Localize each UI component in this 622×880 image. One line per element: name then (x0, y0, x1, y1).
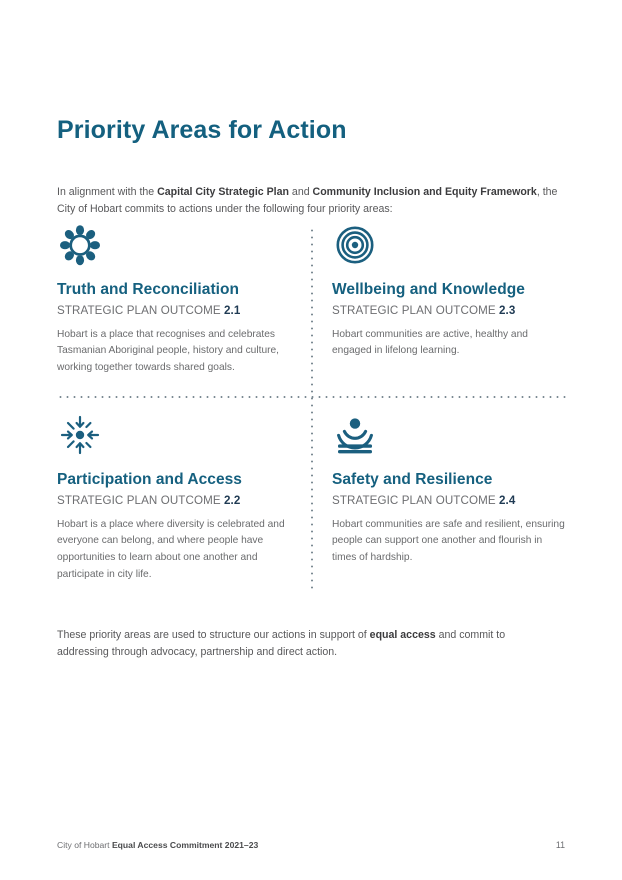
page-title: Priority Areas for Action (57, 115, 347, 144)
footer-organisation: City of Hobart (57, 840, 110, 850)
flower-sun-icon (57, 225, 105, 271)
horizontal-dotted-divider (57, 396, 567, 398)
closing-suffix: and commit to addressing through advocacy, partnership and direct action. (57, 628, 506, 658)
footer-attribution (57, 840, 258, 850)
footer-document-name: Equal Access Commitment 2021–23 (111, 840, 259, 850)
person-shelter-icon (332, 415, 380, 461)
priority-area-outcome (57, 493, 297, 508)
priority-area-outcome (332, 303, 572, 318)
priority-area-title: Participation and Access (57, 471, 242, 488)
priority-areas-grid (57, 225, 567, 595)
priority-area-outcome (57, 303, 297, 318)
page-footer (57, 840, 565, 850)
intro-suffix: , the City of Hobart commits to actions under the following four priority areas: (57, 185, 558, 215)
intro-bold-capital-city-strategic-plan: Capital City Strategic Plan (157, 185, 289, 198)
inward-arrows-icon (57, 415, 105, 461)
closing-prefix: These priority areas are used to structure our actions in support of (57, 628, 370, 641)
priority-area-description: Hobart is a place that recognises and celebrates Tasmanian Aboriginal people, history and culture, working together towards shared goals. (57, 328, 279, 374)
priority-area-outcome (332, 493, 572, 508)
priority-area-card-wellbeing-and-knowledge (332, 225, 572, 360)
outcome-label: STRATEGIC PLAN OUTCOME (57, 493, 221, 507)
intro-bold-community-inclusion-framework: Community Inclusion and Equity Framework (312, 185, 537, 198)
priority-area-card-truth-and-reconciliation (57, 225, 297, 377)
priority-area-description: Hobart communities are safe and resilient, ensuring people can support one another and flourish in times of hardship. (332, 518, 565, 564)
outcome-number: 2.4 (499, 493, 516, 507)
outcome-label: STRATEGIC PLAN OUTCOME (332, 303, 496, 317)
outcome-label: STRATEGIC PLAN OUTCOME (332, 493, 496, 507)
outcome-number: 2.2 (224, 493, 241, 507)
intro-middle: and (288, 185, 313, 198)
concentric-circles-icon (332, 225, 380, 271)
closing-bold-equal-access: equal access (369, 628, 436, 641)
priority-area-title: Safety and Resilience (332, 471, 493, 488)
intro-prefix: In alignment with the (57, 185, 158, 198)
priority-area-description: Hobart is a place where diversity is celebrated and everyone can belong, and where people have opportunities to learn about one another and participate in city life. (57, 518, 285, 581)
outcome-number: 2.1 (224, 303, 241, 317)
priority-area-description: Hobart communities are active, healthy and engaged in lifelong learning. (332, 328, 528, 357)
outcome-number: 2.3 (499, 303, 516, 317)
priority-area-card-participation-and-access (57, 415, 297, 584)
page-number: 11 (555, 840, 565, 850)
intro-paragraph (57, 184, 567, 218)
outcome-label: STRATEGIC PLAN OUTCOME (57, 303, 221, 317)
priority-area-title: Wellbeing and Knowledge (332, 281, 525, 298)
closing-paragraph (57, 627, 557, 661)
priority-area-title: Truth and Reconciliation (57, 281, 240, 298)
vertical-dotted-divider (311, 227, 313, 593)
priority-area-card-safety-and-resilience (332, 415, 572, 567)
